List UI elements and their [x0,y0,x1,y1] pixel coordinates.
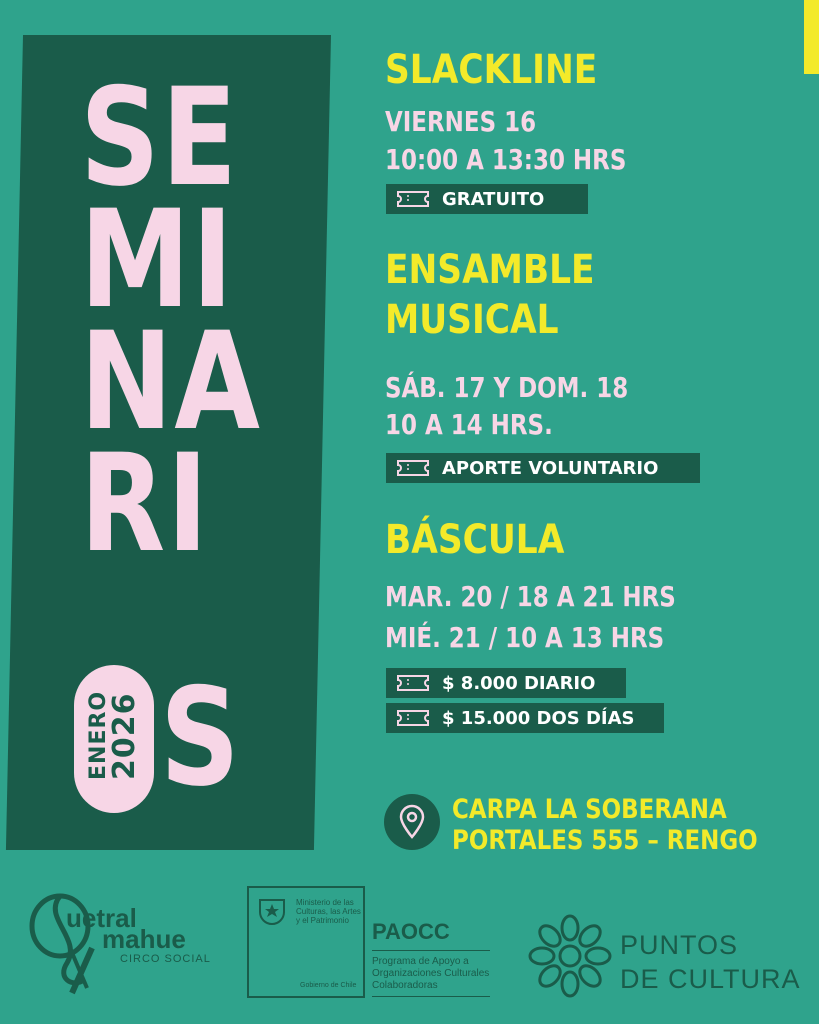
price-tag [386,184,588,214]
ticket-icon [396,674,430,692]
event-title: MUSICAL [385,297,559,343]
price-tag [386,703,664,733]
date-badge-text [88,691,140,780]
event-schedule: 10 A 14 HRS. [385,408,553,441]
ticket-icon [396,190,430,208]
price-label: $ 8.000 DIARIO [442,672,596,694]
price-tag [386,453,700,483]
quetral-logo-line-1: uetral [66,903,137,933]
yellow-accent-bar [804,0,819,74]
paocc-divider [372,996,490,997]
price-label: APORTE VOLUNTARIO [442,457,659,479]
chile-shield-icon [252,896,292,926]
puntos-de-cultura-line-1: PUNTOS [620,930,739,960]
title-letters-ri: RI [80,425,210,582]
paocc-divider [372,950,490,951]
paocc-description: Programa de Apoyo a Organizaciones Culturales Colaboradoras [372,956,490,991]
event-schedule: MIÉ. 21 / 10 A 13 HRS [385,621,665,654]
event-schedule: 10:00 A 13:30 HRS [385,143,627,176]
quetral-logo-line-2: mahue [102,924,186,954]
location-line-1: CARPA LA SOBERANA [452,794,727,825]
event-schedule: MAR. 20 / 18 A 21 HRS [385,580,676,613]
gobierno-de-chile-label: Gobierno de Chile [300,982,357,989]
title-letters-na: NA [80,303,262,460]
puntos-de-cultura-logo-mark [528,914,612,998]
map-pin-icon [384,794,440,850]
location-line-2: PORTALES 555 – RENGO [452,825,758,856]
ticket-icon [396,459,430,477]
price-label: $ 15.000 DOS DÍAS [442,707,635,729]
event-title: ENSAMBLE [385,247,595,293]
price-label: GRATUITO [442,188,545,210]
event-title: BÁSCULA [385,517,565,563]
date-badge-month: ENERO [86,690,111,780]
title-letters-se: SE [80,59,239,216]
ticket-icon [396,709,430,727]
event-schedule: VIERNES 16 [385,105,537,138]
title-letters-mi: MI [80,181,235,338]
quetral-logo-subtitle: CIRCO SOCIAL [120,953,211,965]
event-title: SLACKLINE [385,47,598,93]
ministerio-name: Ministerio de las Culturas, las Artes y el Patrimonio [296,898,361,926]
price-tag [386,668,626,698]
puntos-de-cultura-line-2: DE CULTURA [620,964,801,994]
event-schedule: SÁB. 17 Y DOM. 18 [385,371,629,404]
title-letters-s: S [160,659,242,816]
date-badge-year: 2026 [107,692,142,780]
paocc-title: PAOCC [372,919,450,944]
